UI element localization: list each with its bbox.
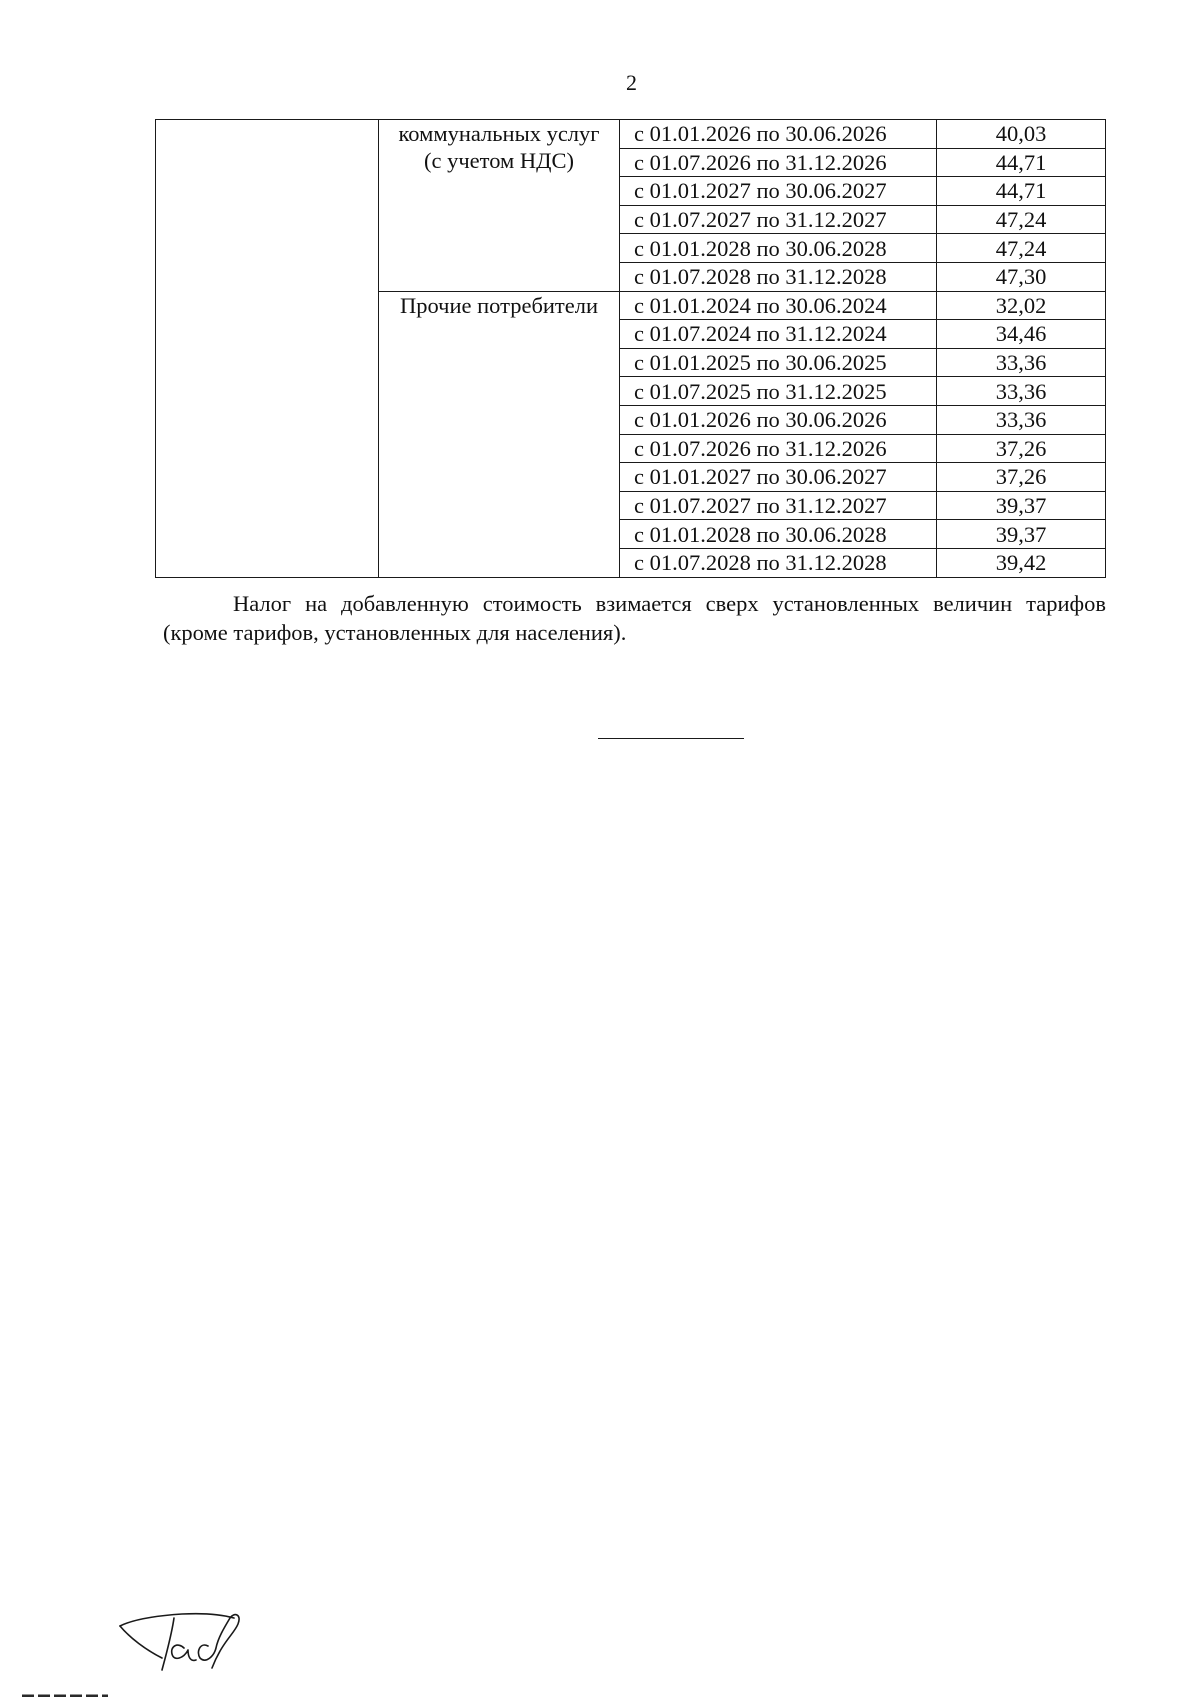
vat-note: Налог на добавленную стоимость взимается сверх установленных величин тарифов (кроме тарифов, установленных для населения).: [163, 591, 1106, 645]
tariff-value-cell: 44,71: [937, 177, 1106, 206]
tariff-value-cell: 44,71: [937, 148, 1106, 177]
period-cell: с 01.01.2028 по 30.06.2028: [620, 234, 937, 263]
period-cell: с 01.07.2025 по 31.12.2025: [620, 377, 937, 406]
tariff-value-cell: 39,37: [937, 491, 1106, 520]
end-of-document-rule: [598, 738, 744, 739]
consumer-group-label: (с учетом НДС): [424, 148, 574, 173]
period-cell: с 01.07.2027 по 31.12.2027: [620, 205, 937, 234]
tariff-value-cell: 39,37: [937, 520, 1106, 549]
tariff-table-body: [156, 120, 1106, 578]
page-number: 2: [626, 70, 637, 95]
tariff-table: [155, 119, 1106, 578]
empty-first-column-cell: [156, 120, 379, 578]
period-cell: с 01.01.2026 по 30.06.2026: [620, 120, 937, 149]
period-cell: с 01.01.2026 по 30.06.2026: [620, 405, 937, 434]
period-cell: с 01.01.2027 по 30.06.2027: [620, 463, 937, 492]
period-cell: с 01.07.2027 по 31.12.2027: [620, 491, 937, 520]
consumer-group-label: Прочие потребители: [399, 292, 599, 318]
period-cell: с 01.01.2024 по 30.06.2024: [620, 291, 937, 320]
tariff-value-cell: 40,03: [937, 120, 1106, 149]
tariff-value-cell: 33,36: [937, 405, 1106, 434]
tariff-value-cell: 34,46: [937, 320, 1106, 349]
consumer-group-label: коммунальных услуг: [398, 121, 600, 146]
period-cell: с 01.07.2026 по 31.12.2026: [620, 434, 937, 463]
tariff-value-cell: 47,30: [937, 262, 1106, 291]
period-cell: с 01.07.2028 по 31.12.2028: [620, 262, 937, 291]
scan-edge-mark: [22, 1690, 108, 1697]
tariff-value-cell: 39,42: [937, 548, 1106, 577]
period-cell: с 01.07.2028 по 31.12.2028: [620, 548, 937, 577]
tariff-value-cell: 37,26: [937, 434, 1106, 463]
table-row: [156, 120, 1106, 149]
signature-mark: [112, 1598, 252, 1676]
consumer-group-cell: [379, 120, 620, 292]
period-cell: с 01.07.2024 по 31.12.2024: [620, 320, 937, 349]
tariff-value-cell: 37,26: [937, 463, 1106, 492]
tariff-value-cell: 32,02: [937, 291, 1106, 320]
tariff-value-cell: 47,24: [937, 205, 1106, 234]
period-cell: с 01.01.2025 по 30.06.2025: [620, 348, 937, 377]
period-cell: с 01.01.2027 по 30.06.2027: [620, 177, 937, 206]
tariff-value-cell: 33,36: [937, 377, 1106, 406]
period-cell: с 01.01.2028 по 30.06.2028: [620, 520, 937, 549]
period-cell: с 01.07.2026 по 31.12.2026: [620, 148, 937, 177]
consumer-group-cell: [379, 291, 620, 577]
tariff-value-cell: 33,36: [937, 348, 1106, 377]
tariff-value-cell: 47,24: [937, 234, 1106, 263]
